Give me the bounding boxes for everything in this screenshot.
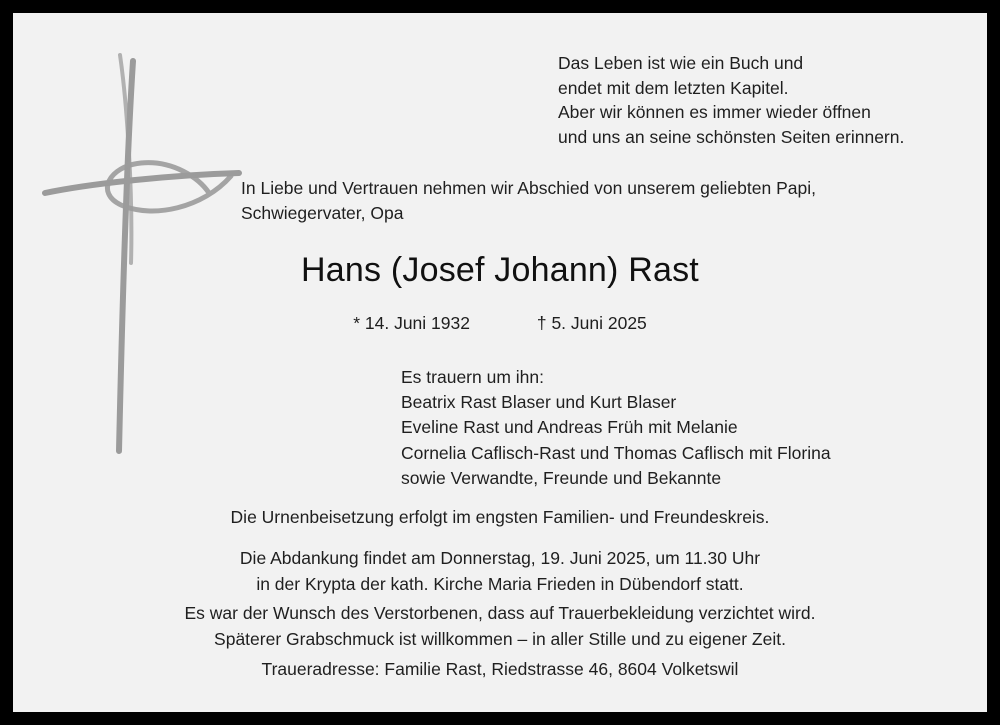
wish-block bbox=[13, 601, 987, 652]
quote-block bbox=[558, 51, 978, 149]
mourners-block bbox=[401, 365, 961, 491]
burial-block bbox=[13, 505, 987, 531]
quote-line-4: und uns an seine schönsten Seiten erinnern. bbox=[558, 126, 905, 147]
wish-line-1: Es war der Wunsch des Verstorbenen, dass auf Trauerbekleidung verzichtet wird. bbox=[184, 603, 816, 623]
deceased-name: Hans (Josef Johann) Rast bbox=[301, 251, 699, 289]
quote-line-2: endet mit dem letzten Kapitel. bbox=[558, 77, 789, 98]
birth-date: * 14. Juni 1932 bbox=[353, 313, 470, 333]
address-line-1: Traueradresse: Familie Rast, Riedstrasse 46, 8604 Volketswil bbox=[261, 659, 739, 679]
mourner-line-1: Beatrix Rast Blaser und Kurt Blaser bbox=[401, 392, 677, 413]
quote-line-3: Aber wir können es immer wieder öffnen bbox=[558, 102, 871, 122]
life-dates bbox=[13, 313, 987, 334]
obituary-card bbox=[13, 13, 987, 712]
service-line-2: in der Krypta der kath. Kirche Maria Frieden in Dübendorf statt. bbox=[256, 573, 744, 594]
intro-block bbox=[241, 176, 971, 226]
obituary-text bbox=[13, 13, 987, 712]
intro-line-1: In Liebe und Vertrauen nehmen wir Abschied von unserem geliebten Papi, bbox=[241, 178, 816, 198]
mourners-heading: Es trauern um ihn: bbox=[401, 367, 544, 387]
wish-line-2: Späterer Grabschmuck ist willkommen – in aller Stille und zu eigener Zeit. bbox=[214, 628, 786, 649]
mourner-line-2: Eveline Rast und Andreas Früh mit Melanie bbox=[401, 417, 738, 438]
mourner-line-3: Cornelia Caflisch-Rast und Thomas Caflisch mit Florina bbox=[401, 442, 831, 463]
burial-line-1: Die Urnenbeisetzung erfolgt im engsten Familien- und Freundeskreis. bbox=[230, 507, 770, 527]
quote-line-1: Das Leben ist wie ein Buch und bbox=[558, 53, 804, 73]
mourner-line-4: sowie Verwandte, Freunde und Bekannte bbox=[401, 467, 722, 488]
address-block bbox=[13, 657, 987, 683]
intro-line-2: Schwiegervater, Opa bbox=[241, 203, 404, 223]
service-line-1: Die Abdankung findet am Donnerstag, 19. Juni 2025, um 11.30 Uhr bbox=[239, 548, 761, 568]
service-block bbox=[13, 546, 987, 597]
death-date: † 5. Juni 2025 bbox=[536, 313, 647, 333]
